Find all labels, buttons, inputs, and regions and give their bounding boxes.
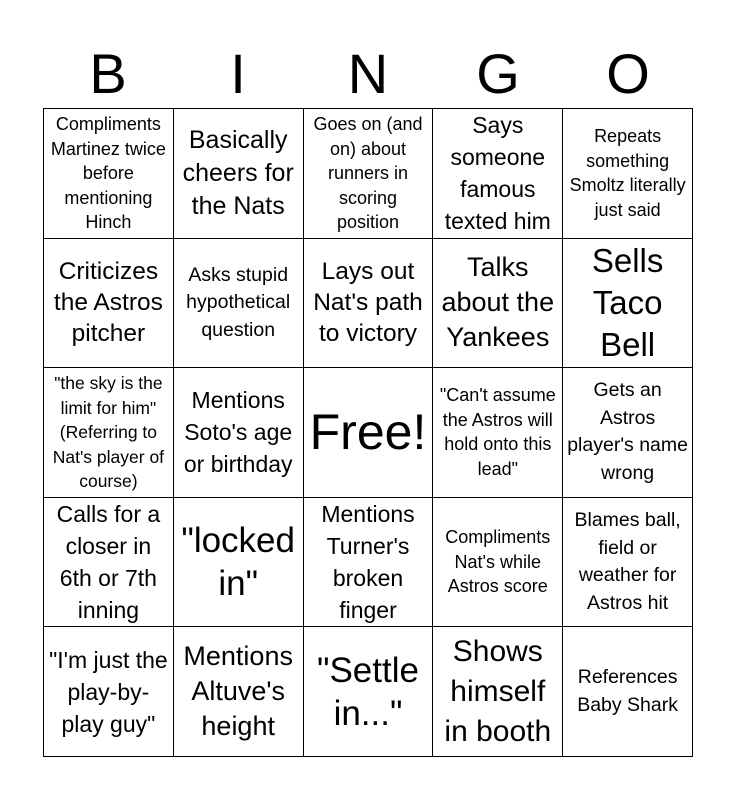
cell-text: Mentions Altuve's height <box>183 641 293 742</box>
bingo-cell-r4-c5[interactable] <box>563 498 693 628</box>
free-space-text: Free! <box>309 404 427 461</box>
cell-text: "I'm just the play-by-play guy" <box>49 646 168 737</box>
bingo-cell-r5-c5[interactable] <box>563 627 693 757</box>
bingo-cell-r1-c4[interactable] <box>433 109 563 239</box>
cell-text: Shows himself in booth <box>444 634 552 748</box>
cell-text: Asks stupid hypothetical question <box>186 263 291 341</box>
bingo-cell-r5-c3[interactable] <box>304 627 434 757</box>
bingo-cell-r1-c1[interactable] <box>44 109 174 239</box>
bingo-cell-r1-c2[interactable] <box>174 109 304 239</box>
cell-text: Sells Taco Bell <box>591 241 664 363</box>
bingo-cell-r5-c4[interactable] <box>433 627 563 757</box>
cell-text: References Baby Shark <box>577 666 678 716</box>
cell-text: Criticizes the Astros pitcher <box>53 258 163 348</box>
cell-text: Goes on (and on) about runners in scoring position <box>313 114 423 233</box>
bingo-cell-r5-c1[interactable] <box>44 627 174 757</box>
bingo-cell-r2-c3[interactable] <box>304 239 434 369</box>
cell-text: "the sky is the limit for him" (Referring to Nat's player of course) <box>52 373 165 492</box>
header-letter-b: B <box>89 42 127 105</box>
bingo-cell-r2-c4[interactable] <box>433 239 563 369</box>
cell-text: Mentions Turner's broken finger <box>321 501 415 624</box>
cell-text: "Can't assume the Astros will hold onto this lead" <box>439 385 556 479</box>
header-letter-g: G <box>476 42 520 105</box>
header-letter-i: I <box>230 42 246 105</box>
free-space[interactable] <box>304 368 434 498</box>
cell-text: Says someone famous texted him <box>444 112 551 235</box>
header-letter-n: N <box>347 42 389 105</box>
bingo-board <box>43 108 693 757</box>
bingo-cell-r2-c2[interactable] <box>174 239 304 369</box>
cell-text: Talks about the Yankees <box>441 252 555 353</box>
bingo-cell-r3-c1[interactable] <box>44 368 174 498</box>
cell-text: Blames ball, field or weather for Astros hit <box>574 509 681 614</box>
cell-text: Compliments Nat's while Astros score <box>445 527 551 597</box>
cell-text: Lays out Nat's path to victory <box>313 258 423 348</box>
cell-text: Gets an Astros player's name wrong <box>567 379 688 484</box>
bingo-cell-r1-c3[interactable] <box>304 109 434 239</box>
bingo-cell-r3-c2[interactable] <box>174 368 304 498</box>
bingo-cell-r4-c2[interactable] <box>174 498 304 628</box>
bingo-cell-r4-c3[interactable] <box>304 498 434 628</box>
bingo-cell-r4-c1[interactable] <box>44 498 174 628</box>
cell-text: Compliments Martinez twice before mentioning Hinch <box>50 114 166 233</box>
bingo-cell-r1-c5[interactable] <box>563 109 693 239</box>
cell-text: Basically cheers for the Nats <box>182 125 294 220</box>
cell-text: "locked in" <box>181 521 295 604</box>
bingo-cell-r2-c5[interactable] <box>563 239 693 369</box>
bingo-cell-r3-c5[interactable] <box>563 368 693 498</box>
cell-text: Mentions Soto's age or birthday <box>183 387 293 478</box>
cell-text: Repeats something Smoltz literally just said <box>569 126 686 220</box>
bingo-header <box>43 40 693 108</box>
bingo-cell-r5-c2[interactable] <box>174 627 304 757</box>
bingo-cell-r4-c4[interactable] <box>433 498 563 628</box>
cell-text: Calls for a closer in 6th or 7th inning <box>56 501 161 624</box>
bingo-cell-r2-c1[interactable] <box>44 239 174 369</box>
bingo-cell-r3-c4[interactable] <box>433 368 563 498</box>
header-letter-o: O <box>606 42 650 105</box>
cell-text: "Settle in..." <box>317 650 419 733</box>
